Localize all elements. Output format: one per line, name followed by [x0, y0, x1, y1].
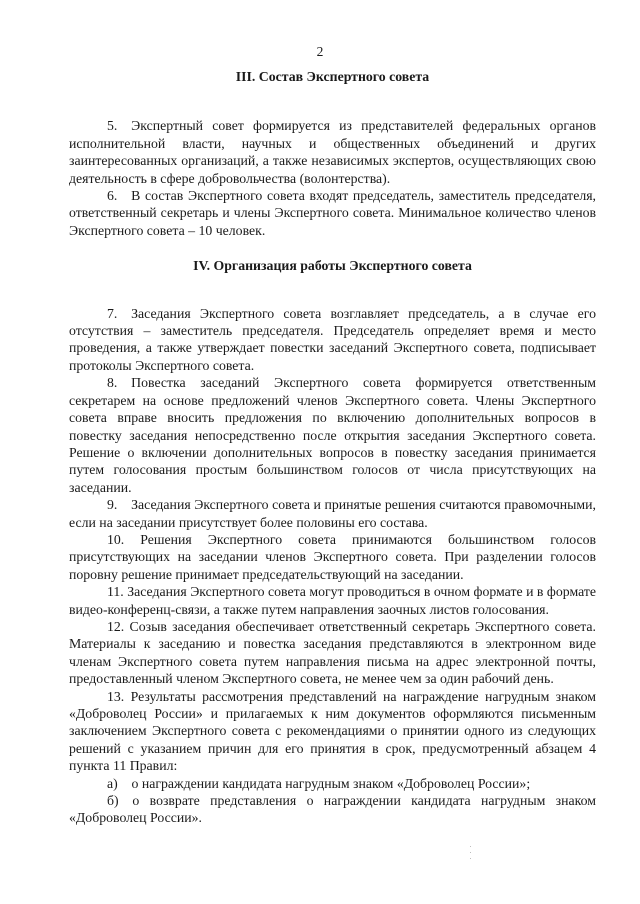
scan-artifact: [470, 858, 471, 859]
list-item-a: а) о награждении кандидата нагрудным знаком «Доброволец России»;: [107, 775, 531, 791]
document-body: [69, 68, 596, 827]
section-heading-organization: IV. Организация работы Экспертного совета: [193, 258, 472, 274]
paragraph-5: 5. Экспертный совет формируется из представителей федеральных органов исполнительной власти, научных и общественных объединений и других заинтересованных организаций, а также независимых экспертов, осуществляющих свою деятельность в сфере добровольчества (волонтерства).: [69, 118, 596, 186]
scan-artifact: [470, 846, 471, 847]
paragraph-11: 11. Заседания Экспертного совета могут проводиться в очном формате и в формате видео-конференц-связи, а также путем направления заочных листов голосования.: [69, 584, 596, 617]
section-heading-composition: III. Состав Экспертного совета: [235, 69, 430, 84]
paragraph-9: 9. Заседания Экспертного совета и принятые решения считаются правомочными, если на заседании присутствует более половины его состава.: [69, 497, 596, 530]
list-item-b: б) о возврате представления о награждении кандидата нагрудным знаком «Доброволец России».: [69, 793, 596, 826]
paragraph-10: 10. Решения Экспертного совета принимаются большинством голосов присутствующих на заседании членов Экспертного совета. При разделении голосов поровну решение принимает председательствующий на заседании.: [69, 531, 596, 582]
paragraph-13: 13. Результаты рассмотрения представлений на награждение нагрудным знаком «Доброволец России» и прилагаемых к ним документов оформляются письменным заключением Экспертного совета с рекомендациями о принятии одного из следующих решений с указанием причин для его принятия в срок, предусмотренный абзацем 4 пункта 11 Правил:: [69, 688, 596, 774]
paragraph-12: 12. Созыв заседания обеспечивает ответственный секретарь Экспертного совета. Материалы к заседанию и повестка заседания представляются в электронном виде членам Экспертного совета путем направления письма на адрес электронной почты, предоставленный членом Экспертного совета, не менее чем за один рабочий день.: [69, 618, 596, 687]
page-number: 2: [316, 44, 324, 59]
paragraph-8: 8. Повестка заседаний Экспертного совета формируется ответственным секретарем на основе предложений членов Экспертного совета. Члены Экспертного совета вправе вносить предложения по включению дополнительных вопросов в повестку заседания непосредственно после открытия заседания Экспертного совета. Решение о включении дополнительных вопросов в повестку заседания принимается путем голосования простым большинством голосов от числа присутствующих на заседании.: [69, 375, 596, 495]
paragraph-7: 7. Заседания Экспертного совета возглавляет председатель, а в случае его отсутствия – заместитель председателя. Председатель определяет время и место проведения, а также утверждает повестки заседаний Экспертного совета, подписывает протоколы Экспертного совета.: [69, 305, 596, 373]
scan-artifact: [470, 852, 471, 853]
paragraph-6: 6. В состав Экспертного совета входят председатель, заместитель председателя, ответственный секретарь и члены Экспертного совета. Минимальное количество членов Экспертного совета – 10 человек.: [69, 188, 596, 238]
